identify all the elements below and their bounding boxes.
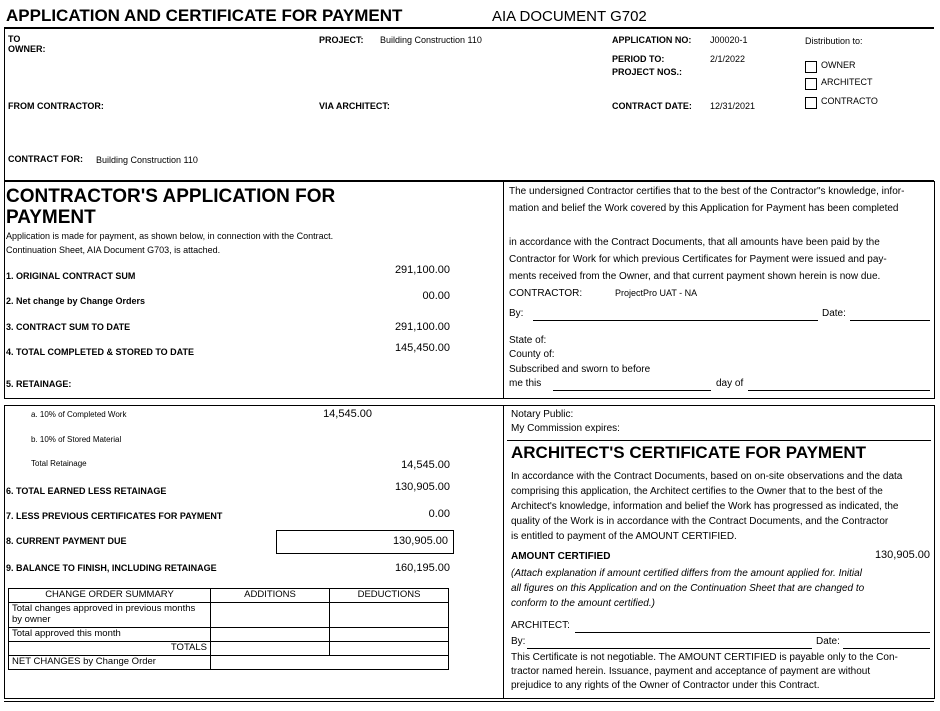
additions-cell[interactable] [211, 603, 330, 628]
application-no-label: APPLICATION NO: [612, 35, 692, 45]
item-balance-value: 160,195.00 [394, 562, 450, 574]
contractor-by-line[interactable] [533, 320, 818, 321]
me-this-line[interactable] [553, 390, 711, 391]
item-contract-sum-to-date-value: 291,100.00 [394, 321, 450, 333]
contract-for-label: CONTRACT FOR: [8, 154, 83, 164]
day-of-line[interactable] [748, 390, 930, 391]
application-no-value: J00020-1 [710, 35, 748, 45]
certificate-footer-text [511, 651, 931, 693]
via-architect-label: VIA ARCHITECT: [319, 101, 390, 111]
architect-text-line: quality of the Work is in accordance with the Contract Documents, and the Contractor [511, 516, 889, 527]
net-changes-row [9, 656, 449, 670]
document-title: APPLICATION AND CERTIFICATE FOR PAYMENT [6, 6, 403, 25]
contract-date-label: CONTRACT DATE: [612, 101, 692, 111]
architect-checkbox-label: ARCHITECT [821, 77, 873, 87]
state-label: State of: [509, 335, 547, 346]
certification-line [509, 217, 929, 234]
me-this-label: me this [509, 378, 542, 389]
document-id: AIA DOCUMENT G702 [492, 8, 647, 25]
retainage-stored-label: b. 10% of Stored Material [31, 435, 122, 444]
info-left-border [4, 28, 5, 180]
change-order-row [9, 603, 449, 628]
item-previous-certificates-label: 7. LESS PREVIOUS CERTIFICATES FOR PAYMENT [6, 511, 223, 521]
deductions-cell[interactable] [330, 603, 449, 628]
amount-note-line: (Attach explanation if amount certified differs from the amount applied for. Initial [511, 568, 862, 579]
additions-total-cell[interactable] [211, 642, 330, 656]
project-label: PROJECT: [319, 35, 364, 45]
contractor-date-label: Date: [822, 308, 846, 319]
contractor-date-line[interactable] [850, 320, 930, 321]
change-order-row-label: Total approved this month [9, 628, 211, 642]
total-retainage-value: 14,545.00 [401, 459, 450, 471]
contractor-checkbox-label: CONTRACTO [821, 96, 878, 106]
additions-cell[interactable] [211, 628, 330, 642]
header-divider [4, 27, 934, 29]
net-changes-label: NET CHANGES by Change Order [9, 656, 211, 670]
architect-checkbox[interactable] [805, 78, 817, 90]
architect-text-line: comprising this application, the Architect certifies to the Owner that to the best of the [511, 486, 883, 497]
certification-text [509, 183, 929, 285]
owner-checkbox[interactable] [805, 61, 817, 73]
item-original-contract-sum-value: 291,100.00 [394, 264, 450, 276]
county-label: County of: [509, 349, 555, 360]
change-order-row-label: Total changes approved in previous months by owner [9, 603, 211, 628]
deductions-total-cell[interactable] [330, 642, 449, 656]
item-balance-label: 9. BALANCE TO FINISH, INCLUDING RETAINAGE [6, 563, 217, 573]
section1-column-divider [503, 181, 504, 398]
amount-note-line: conform to the amount certified.) [511, 598, 655, 609]
certification-line: The undersigned Contractor certifies that to the best of the Contractor"s knowledge, infor- [509, 186, 905, 197]
architect-certificate-title: ARCHITECT'S CERTIFICATE FOR PAYMENT [511, 443, 867, 462]
footer-line: prejudice to any rights of the Owner of Contractor under this Contract. [511, 680, 820, 691]
architect-certificate-text [511, 469, 931, 544]
certification-line: in accordance with the Contract Documents, that all amounts have been paid by the [509, 237, 880, 248]
project-value: Building Construction 110 [380, 35, 482, 45]
amount-certified-label: AMOUNT CERTIFIED [511, 551, 611, 562]
architect-title-top-rule [507, 440, 931, 441]
contract-date-value: 12/31/2021 [710, 101, 756, 111]
item-total-completed-label: 4. TOTAL COMPLETED & STORED TO DATE [6, 347, 195, 357]
footer-line: This Certificate is not negotiable. The AMOUNT CERTIFIED is payable only to the Con- [511, 652, 898, 663]
net-changes-cell[interactable] [211, 656, 449, 670]
item-previous-certificates-value: 0.00 [428, 508, 450, 520]
architect-date-line[interactable] [843, 648, 930, 649]
change-order-row [9, 628, 449, 642]
application-intro-line2: Continuation Sheet, AIA Document G703, is attached. [6, 245, 221, 255]
deductions-header: DEDUCTIONS [330, 589, 449, 603]
section2-column-divider [503, 405, 504, 698]
distribution-label: Distribution to: [805, 36, 863, 46]
certification-line: Contractor for Work for which previous Certificates for Payment were issued and pay- [509, 254, 887, 265]
item-contract-sum-to-date-label: 3. CONTRACT SUM TO DATE [6, 322, 131, 332]
architect-by-label: By: [511, 636, 526, 647]
change-order-header-row [9, 589, 449, 603]
owner-checkbox-label: OWNER [821, 60, 856, 70]
to-label: TO [8, 34, 21, 44]
certification-line: mation and belief the Work covered by this Application for Payment has been completed [509, 203, 899, 214]
architect-text-line: In accordance with the Contract Documents, based on on-site observations and the data [511, 471, 903, 482]
subscribed-label: Subscribed and sworn to before [509, 364, 651, 375]
item-original-contract-sum-label: 1. ORIGINAL CONTRACT SUM [6, 271, 136, 281]
architect-date-label: Date: [816, 636, 840, 647]
item-net-change-label: 2. Net change by Change Orders [6, 296, 146, 306]
contractor-checkbox[interactable] [805, 97, 817, 109]
totals-label: TOTALS [9, 642, 211, 656]
application-intro-line1: Application is made for payment, as shown below, in connection with the Contract. [6, 231, 334, 241]
deductions-cell[interactable] [330, 628, 449, 642]
amount-note-line: all figures on this Application and on the Continuation Sheet that are changed to [511, 583, 865, 594]
period-to-label: PERIOD TO: [612, 54, 665, 64]
item-current-payment-label: 8. CURRENT PAYMENT DUE [6, 536, 127, 546]
contractor-value: ProjectPro UAT - NA [615, 288, 698, 298]
architect-name-line[interactable] [575, 632, 930, 633]
certification-line: ments received from the Owner, and that current payment shown herein is now due. [509, 271, 881, 282]
application-title-line1: CONTRACTOR'S APPLICATION FOR [6, 186, 336, 207]
day-of-label: day of [716, 378, 744, 389]
architect-label: ARCHITECT: [511, 620, 570, 631]
item-net-change-value: 00.00 [422, 290, 450, 302]
architect-text-line: Architect's knowledge, information and belief the Work has progressed as indicated, the [511, 501, 899, 512]
contract-for-value: Building Construction 110 [96, 155, 198, 165]
item-total-earned-label: 6. TOTAL EARNED LESS RETAINAGE [6, 486, 167, 496]
application-title-line2: PAYMENT [6, 207, 96, 228]
additions-header: ADDITIONS [211, 589, 330, 603]
retainage-completed-label: a. 10% of Completed Work [31, 410, 127, 419]
contractor-by-label: By: [509, 308, 524, 319]
amount-note [511, 566, 931, 611]
architect-by-line[interactable] [527, 648, 812, 649]
change-order-table [8, 588, 449, 670]
owner-label: OWNER: [8, 44, 46, 54]
total-retainage-label: Total Retainage [31, 459, 87, 468]
architect-text-line: is entitled to payment of the AMOUNT CERTIFIED. [511, 531, 737, 542]
period-to-value: 2/1/2022 [710, 54, 746, 64]
amount-certified-value: 130,905.00 [874, 549, 930, 561]
item-total-earned-value: 130,905.00 [394, 481, 450, 493]
item-retainage-label: 5. RETAINAGE: [6, 379, 72, 389]
project-nos-label: PROJECT NOS.: [612, 67, 683, 77]
item-total-completed-value: 145,450.00 [394, 342, 450, 354]
page-bottom-rule [4, 701, 934, 702]
commission-label: My Commission expires: [511, 423, 620, 434]
change-order-summary-header: CHANGE ORDER SUMMARY [9, 589, 211, 603]
footer-line: tractor named herein. Issuance, payment and acceptance of payment are without [511, 666, 871, 677]
notary-label: Notary Public: [511, 409, 574, 420]
retainage-completed-value: 14,545.00 [323, 408, 372, 420]
contractor-label: CONTRACTOR: [509, 288, 583, 299]
item-current-payment-value: 130,905.00 [392, 535, 448, 547]
from-contractor-label: FROM CONTRACTOR: [8, 101, 104, 111]
change-order-totals-row [9, 642, 449, 656]
